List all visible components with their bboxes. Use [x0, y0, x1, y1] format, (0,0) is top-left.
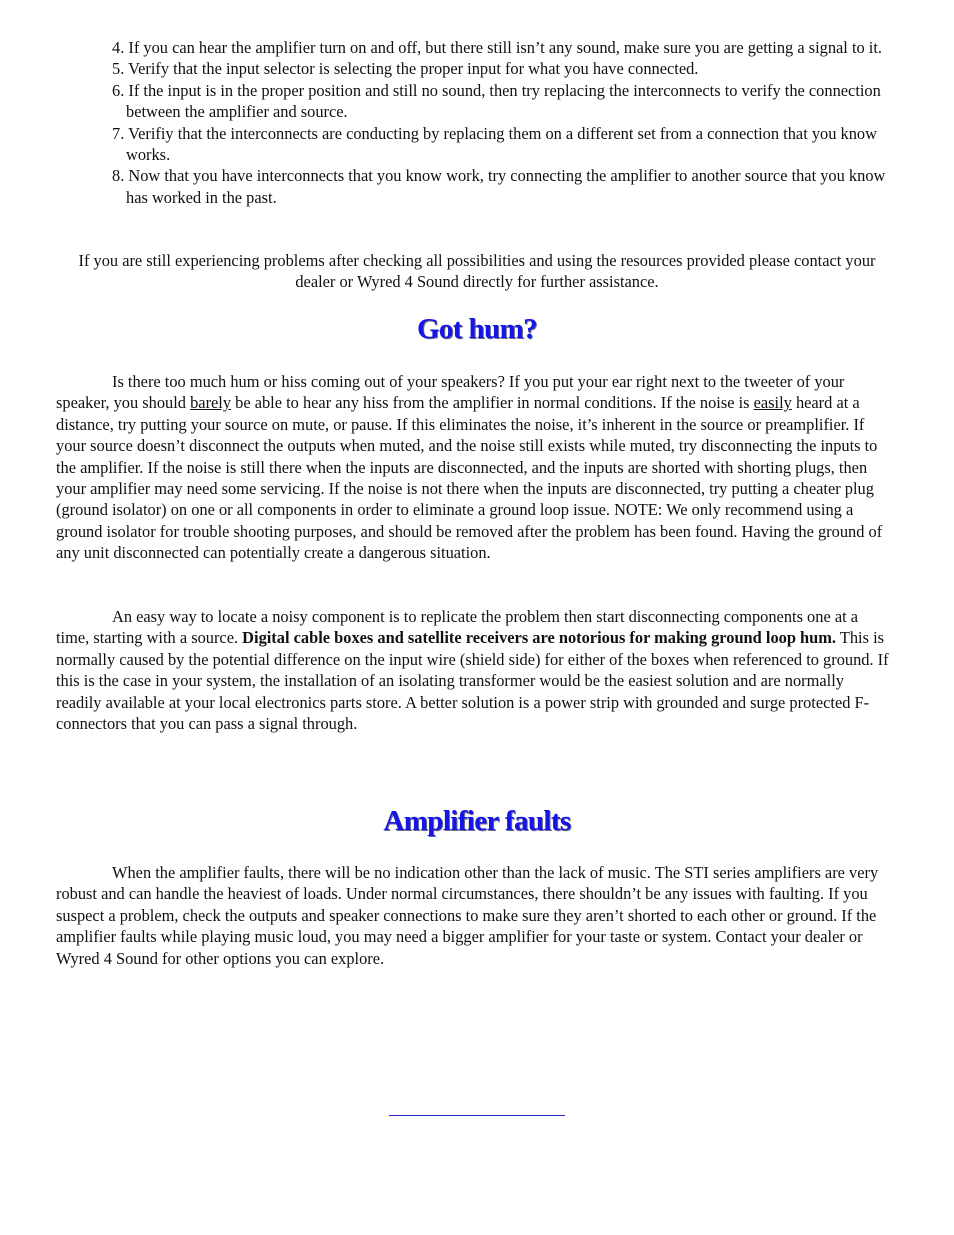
troubleshooting-steps-list: [112, 37, 902, 208]
hum-paragraph-1: [56, 371, 892, 564]
got-hum-heading: Got hum?: [416, 313, 538, 345]
faults-paragraph: When the amplifier faults, there will be no indication other than the lack of music. The STI series amplifiers are very robust and can handle the heaviest of loads. Under normal circumstances, there shouldn’t be any issues with faulting. If you suspect a problem, check the outputs and speaker connections to make sure they aren’t shorted to each other or ground. If the amplifier faults while playing music loud, you may need a bigger amplifier for your taste or system. Contact your dealer or Wyred 4 Sound for other options you can explore.: [56, 863, 879, 968]
step-4: 4. If you can hear the amplifier turn on and off, but there still isn’t any sound, make sure you are getting a signal to it.: [112, 38, 883, 57]
hum-p2-text-a: An easy way to locate a noisy component is to replicate the problem then start disconnecting components one at a time, starting with a source.: [56, 607, 859, 648]
hum-paragraph-2: [56, 606, 892, 734]
step-7: 7. Verifiy that the interconnects are conducting by replacing them on a different set from a connection that you know works.: [112, 123, 877, 165]
hum-p1-text-a: Is there too much hum or hiss coming out of your speakers? If you put your ear right next to the tweeter of your speaker, you should: [56, 372, 845, 413]
barely-underlined: barely: [190, 393, 232, 413]
contact-note: If you are still experiencing problems after checking all possibilities and using the resources provided please contact your dealer or Wyred 4 Sound directly for further assistance.: [78, 251, 876, 292]
amplifier-faults-heading: Amplifier faults: [383, 805, 571, 837]
step-5: 5. Verify that the input selector is selecting the proper input for what you have connected.: [112, 59, 699, 79]
ground-loop-warning-bold: Digital cable boxes and satellite receivers are notorious for making ground loop hum.: [242, 628, 837, 648]
easily-underlined: easily: [753, 393, 792, 413]
hum-p1-text-c: be able to hear any hiss from the amplifier in normal conditions. If the noise is: [231, 393, 754, 413]
step-6: 6. If the input is in the proper position and still no sound, then try replacing the interconnects to verify the connection between the amplifier and source.: [112, 80, 881, 122]
step-8: 8. Now that you have interconnects that you know work, try connecting the amplifier to another source that you know has worked in the past.: [112, 166, 886, 207]
hum-p2-text-c: This is normally caused by the potential difference on the input wire (shield side) for either of the boxes when referenced to ground. If this is the case in your system, the installation of an isolating transformer would be the easiest solution and are normally readily available at your local electronics parts store. A better solution is a power strip with grounded and surge protected F-connectors that you can pass a signal through.: [56, 628, 889, 734]
hum-p1-text-e: heard at a distance, try putting your source on mute, or pause. If this eliminates the noise, it’s inherent in the source or preamplifier. If your source doesn’t disconnect the outputs when muted, and the noise still exists while muted, try disconnecting the inputs to the amplifier. If the noise is still there when the inputs are disconnected, and the inputs are shorted with shorting plugs, then your amplifier may need some servicing. If the noise is not there when the inputs are disconnected, try putting a cheater plug (ground isolator) on one or all components in order to eliminate a ground loop issue. NOTE: We only recommend using a ground isolator for trouble shooting purposes, and should be removed after the problem has been found. Having the ground of any unit disconnected can potentially create a dangerous situation.: [56, 393, 883, 563]
footnote-separator-line: [389, 1115, 565, 1116]
